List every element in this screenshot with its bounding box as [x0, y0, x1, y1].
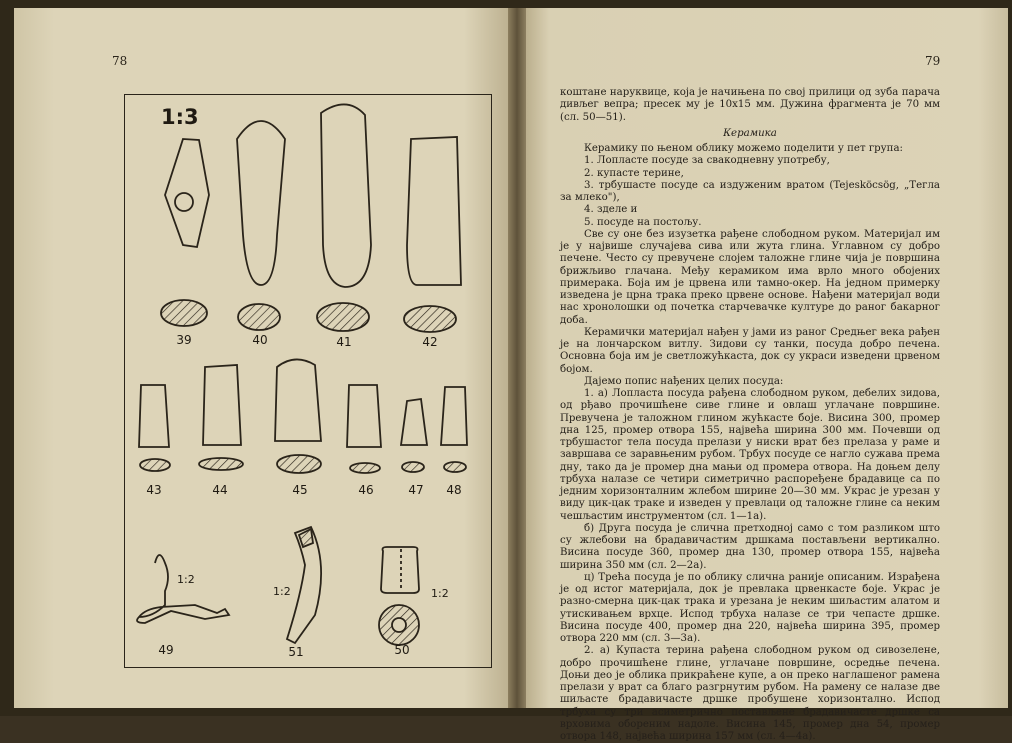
- section-47: [402, 462, 424, 472]
- section-43: [140, 459, 170, 471]
- body-text: [560, 87, 940, 743]
- figure-number-50: 50: [394, 643, 410, 657]
- paragraph: 3. трбушасте посуде са издуженим вратом (Tejesköcsög, „Тегла за млеко"),: [560, 179, 940, 203]
- paragraph: коштане наруквице, која је начињена по свој прилици од зуба парача дивљег вепра; пресек му је 10x15 мм. Дужина фрагмента је 70 мм (сл. 50—51).: [560, 87, 940, 123]
- axe-45-outline: [275, 359, 321, 441]
- figure-number-47: 47: [408, 483, 424, 497]
- section-heading: Керамика: [723, 127, 777, 139]
- bead-50-side: [381, 547, 419, 593]
- figure-number-42: 42: [422, 335, 438, 349]
- figure-number-49: 49: [158, 643, 174, 657]
- axe-42-outline: [407, 137, 461, 285]
- figure-number-41: 41: [336, 335, 352, 349]
- paragraph: б) Друга посуда је слична претходној само с том разликом што су жлебови на брадавичастим дршкама постављени вертикално. Висина посуде 360, промер дна 130, промер отвора 155, највећа ширина 350 мм (сл. 2—2а).: [560, 522, 940, 571]
- paragraph: 4. зделе и: [584, 204, 638, 216]
- paragraph: Керамику по њеном облику можемо поделити у пет група:: [584, 143, 903, 154]
- figure-number-39: 39: [176, 333, 192, 347]
- scale-label-pin: 1:2: [177, 573, 195, 586]
- paragraph: Керамички материјал нађен у јами из раног Средњег века рађен је на лончарском витлу. Зидови су танки, посуда добро печена. Основна боја им је светложућкаста, док су украси изведени црвеном бојом.: [560, 326, 940, 375]
- axe-39-hole: [175, 193, 193, 211]
- pin-49-outline: [137, 555, 229, 623]
- figure-number-51: 51: [288, 645, 304, 659]
- left-page-number: 78: [112, 54, 128, 68]
- axe-46-outline: [347, 385, 381, 447]
- figure-number-40: 40: [252, 333, 268, 347]
- section-42: [404, 306, 456, 332]
- paragraph: 2. купасте терине,: [584, 167, 684, 179]
- axe-40-outline: [237, 121, 285, 285]
- paragraph: Дајемо попис нађених целих посуда:: [584, 375, 784, 387]
- book-gutter: [508, 8, 526, 708]
- paragraph: ц) Трећа посуда је по облику слична раније описаним. Израђена је од истог материјала, док је превлака црвенкасте боје. Украс је разно-смерна цик-цак трака и урезана је неким шиљастим алатом и утискивањем врхце. Испод трбуха налазе се три чепасте дршке. Висина посуде 400, промер дна 220, највећа ширина 395, промер отвора 220 мм (сл. 3—3а).: [560, 571, 940, 644]
- artifact-plate: [124, 94, 492, 668]
- axe-48-outline: [441, 387, 467, 445]
- section-45: [277, 455, 321, 473]
- section-40: [238, 304, 280, 330]
- paragraph: 1. а) Лопласта посуда рађена слободном руком, дебелих зидова, од рђаво прочишћене сиве глине и овлаш углачане површине. Превучена је таложном глином жућкасте боје. Висина 300, промер дна 125, промер отвора 155, највећа ширина 300 мм. Почевши од трбушастог тела посуда прелази у ниски врат без прелаза у раме и завршава се заравњеним рубом. Трбух посуде се нагло сужава према дну, тако да је промер дна мањи од промера отвора. На доњем делу трбуха налазе се четири симетрично распоређене брадавице са по једним хоризонталним жлебом ширине 20—30 мм. Украс је урезан у виду цик-цак траке и изведен у превлаци од таложне глине са неким чешљастим инструментом (сл. 1—1а).: [560, 388, 940, 522]
- figure-number-44: 44: [212, 483, 228, 497]
- section-46: [350, 463, 380, 473]
- figure-number-46: 46: [358, 483, 374, 497]
- paragraph: 1. Лопласте посуде за свакодневну употребу,: [584, 155, 830, 167]
- axe-44-outline: [203, 365, 241, 445]
- axe-41-outline: [321, 104, 371, 287]
- fragment-51-hatch: [299, 529, 313, 547]
- scale-label-bead: 1:2: [431, 587, 449, 600]
- section-48: [444, 462, 466, 472]
- section-41: [317, 303, 369, 331]
- paragraph: 2. а) Купаста терина рађена слободном руком од сивозелене, добро прочишћене глине, углачане површине, осредње печена. Доњи део је облика прикраћене купе, а он преко наглашеног рамена прелази у врат са благо разгрнутим рубом. На рамену се налазе две шиљасте брадавичасте дршке пробушене хоризонтално. Испод трбуха су три асиметрично постављене брадавичасте дршке са врховима обореним надоле. Висина 145, промер дна 54, промер отвора 148, највећа ширина 157 мм (сл. 4—4а).: [560, 645, 940, 742]
- scale-label-main: 1:3: [161, 105, 199, 129]
- figure-number-48: 48: [446, 483, 462, 497]
- scale-label-fragment: 1:2: [273, 585, 291, 598]
- figure-number-45: 45: [292, 483, 308, 497]
- paragraph: Све су оне без изузетка рађене слободном руком. Материјал им је у највише случајева сива или жута глина. Углавном су добро печене. Често су превучене слојем таложне глине чија је површина брижљиво глачана. Међу керамиком има врло много обојених примерака. Боја им је црвена или тамно-окер. На једном примерку изведена је црна трака преко црвене основе. Нађени материјал води нас хронолошки од почетка старчевачке културе до раног бакарног доба.: [560, 228, 940, 326]
- section-39: [161, 300, 207, 326]
- axe-47-outline: [401, 399, 427, 445]
- right-page-number: 79: [925, 54, 941, 68]
- paragraph: 5. посуде на постољу.: [584, 216, 702, 228]
- section-44: [199, 458, 243, 470]
- figure-number-43: 43: [146, 483, 162, 497]
- axe-43-outline: [139, 385, 169, 447]
